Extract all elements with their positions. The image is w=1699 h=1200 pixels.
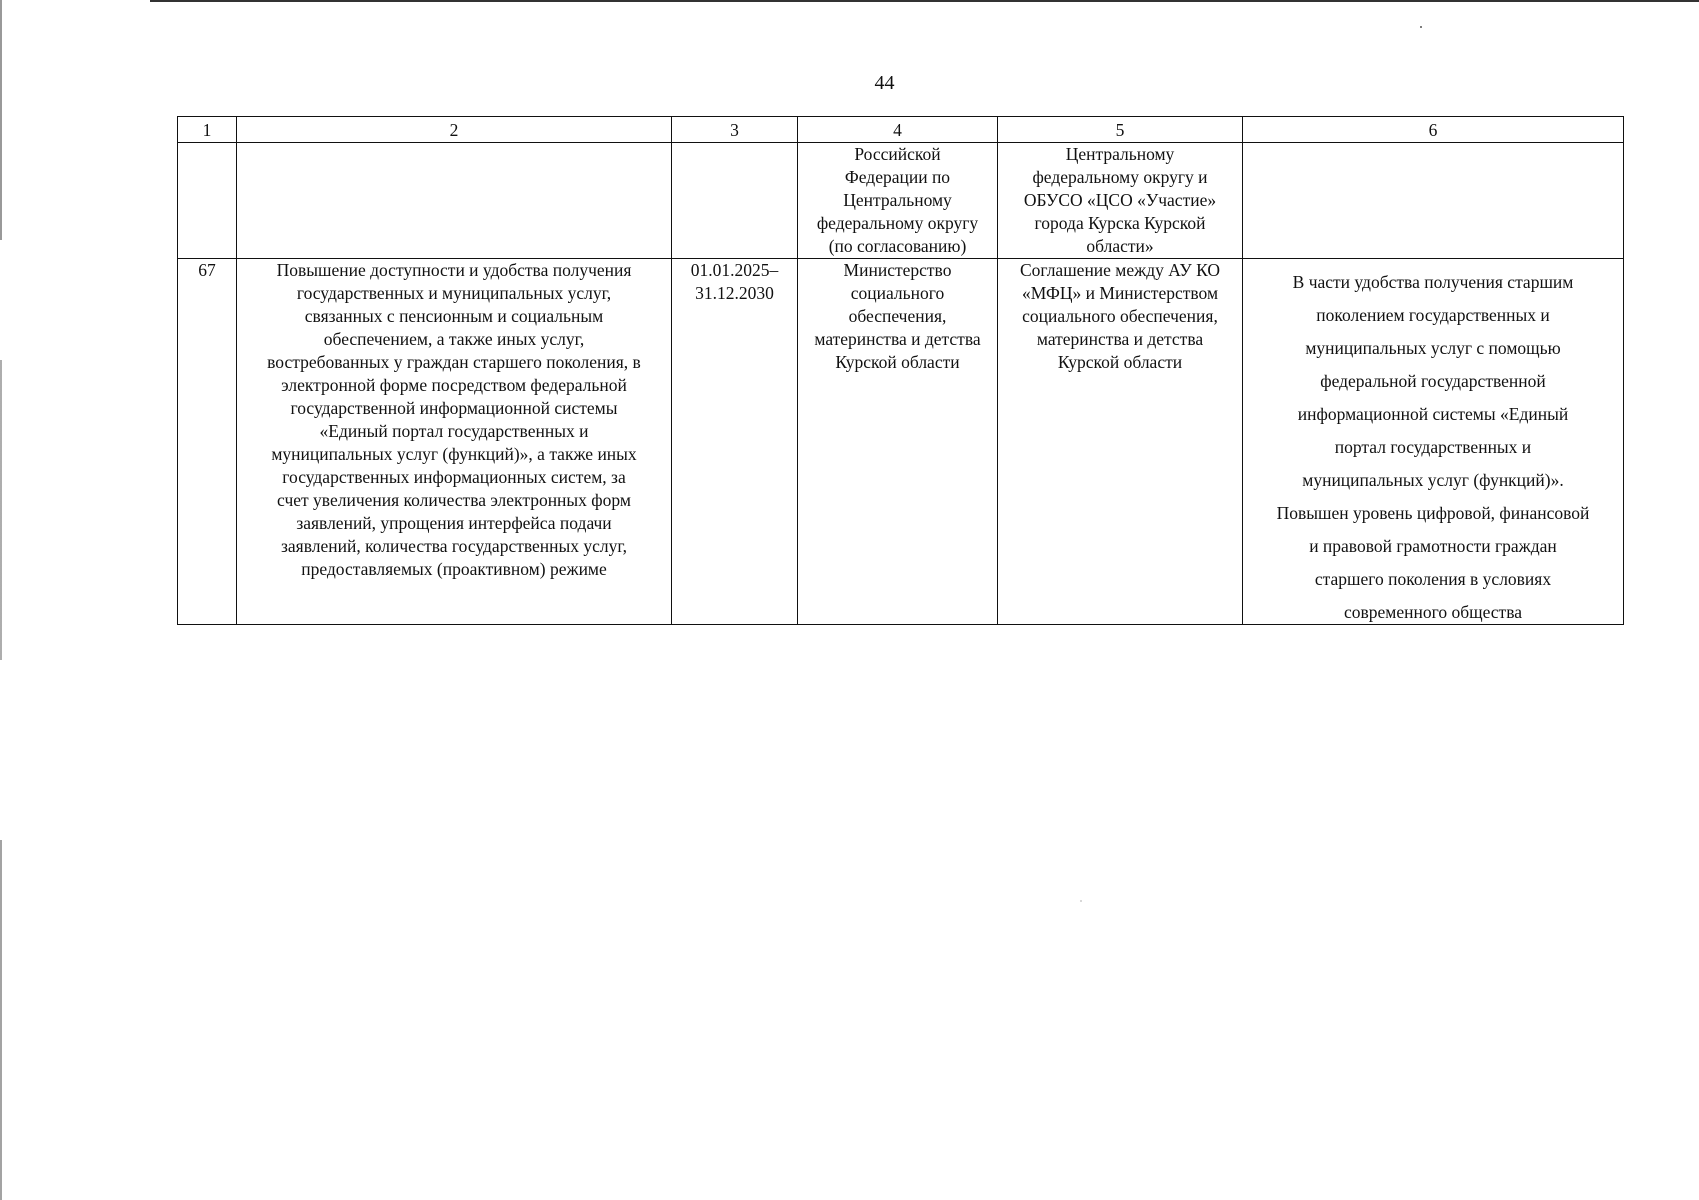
cont-executor-line: Федерации по — [844, 167, 951, 187]
document-line: Курской области — [1057, 352, 1183, 372]
page-number: 44 — [874, 72, 895, 94]
cont-cell-document — [998, 143, 1243, 259]
description-line: «Единый портал государственных и — [319, 421, 589, 441]
result-line: поколением государственных и — [1316, 305, 1550, 325]
row-period-cell — [672, 259, 798, 625]
cont-document-line: Центральному — [1065, 144, 1175, 164]
document-line: «МФЦ» и Министерством — [1021, 283, 1219, 303]
document-line: Соглашение между АУ КО — [1019, 260, 1221, 280]
result-content — [1244, 259, 1622, 624]
description-line: предоставляемых (проактивном) режиме — [301, 559, 607, 579]
result-line: современного общества — [1343, 602, 1523, 622]
cont-cell-result — [1243, 143, 1624, 259]
description-line: муниципальных услуг (функций)», а также иных — [271, 444, 637, 464]
header-cell-5: 5 — [998, 117, 1243, 143]
cont-executor-line: Российской — [854, 144, 941, 164]
header-cell-2: 2 — [237, 117, 672, 143]
document-line: социального обеспечения, — [1022, 306, 1218, 326]
scan-left-edge-line — [0, 0, 2, 1200]
cont-executor-line: Центральному — [843, 190, 952, 210]
cont-cell-number — [178, 143, 237, 259]
document-line: материнства и детства — [1036, 329, 1204, 349]
cont-document-line: федеральному округу и — [1032, 167, 1208, 187]
table-row-continuation — [178, 143, 1624, 259]
cont-document-line: ОБУСО «ЦСО «Участие» — [1023, 190, 1217, 210]
description-line: заявлений, упрощения интерфейса подачи — [296, 513, 612, 533]
cont-document-line: города Курска Курской — [1034, 213, 1206, 233]
scan-speck — [1080, 900, 1082, 902]
result-line: В части удобства получения старшим — [1292, 272, 1574, 292]
cont-cell-period — [672, 143, 798, 259]
result-line: федеральной государственной — [1320, 371, 1546, 391]
result-paragraph-2 — [1244, 502, 1622, 624]
period-line: 31.12.2030 — [695, 283, 774, 303]
row-document-cell — [998, 259, 1243, 625]
header-cell-4: 4 — [798, 117, 998, 143]
row-description-cell — [237, 259, 672, 625]
description-line: заявлений, количества государственных услуг, — [280, 536, 627, 556]
result-line: портал государственных и — [1334, 437, 1532, 457]
row-number-cell: 67 — [178, 259, 237, 625]
period-line: 01.01.2025– — [690, 260, 779, 280]
result-line: муниципальных услуг (функций)». — [1302, 470, 1564, 490]
executor-line: социального — [850, 283, 945, 303]
cont-executor-line: (по согласованию) — [828, 236, 967, 256]
description-line: востребованных у граждан старшего поколения, в — [267, 352, 641, 372]
description-line: обеспечением, а также иных услуг, — [323, 329, 585, 349]
measures-table — [177, 116, 1624, 625]
executor-line: Курской области — [835, 352, 960, 372]
description-line: электронной форме посредством федеральной — [281, 375, 627, 395]
description-line: государственных информационных систем, за — [282, 467, 626, 487]
result-line: старшего поколения в условиях — [1314, 569, 1552, 589]
description-line: счет увеличения количества электронных форм — [277, 490, 631, 510]
table-row-67 — [178, 259, 1624, 625]
result-paragraph-1 — [1244, 271, 1622, 492]
result-line: муниципальных услуг с помощью — [1305, 338, 1561, 358]
executor-line: Министерство — [843, 260, 952, 280]
result-line: Повышен уровень цифровой, финансовой — [1276, 503, 1590, 523]
result-line: и правовой грамотности граждан — [1309, 536, 1557, 556]
scan-top-edge-line — [150, 0, 1699, 2]
cont-cell-description — [237, 143, 672, 259]
executor-line: обеспечения, — [848, 306, 947, 326]
cont-cell-executor — [798, 143, 998, 259]
header-cell-3: 3 — [672, 117, 798, 143]
header-cell-6: 6 — [1243, 117, 1624, 143]
row-executor-cell — [798, 259, 998, 625]
description-line: Повышение доступности и удобства получения — [276, 260, 632, 280]
cont-executor-line: федеральному округу — [816, 213, 979, 233]
description-line: государственной информационной системы — [290, 398, 618, 418]
executor-line: материнства и детства — [814, 329, 981, 349]
table-header-row — [178, 117, 1624, 143]
row-result-cell — [1243, 259, 1624, 625]
description-line: государственных и муниципальных услуг, — [296, 283, 612, 303]
cont-document-line: области» — [1086, 236, 1154, 256]
scan-speck — [1420, 26, 1422, 28]
description-line: связанных с пенсионным и социальным — [304, 306, 604, 326]
result-line: информационной системы «Единый — [1297, 404, 1569, 424]
header-cell-1: 1 — [178, 117, 237, 143]
